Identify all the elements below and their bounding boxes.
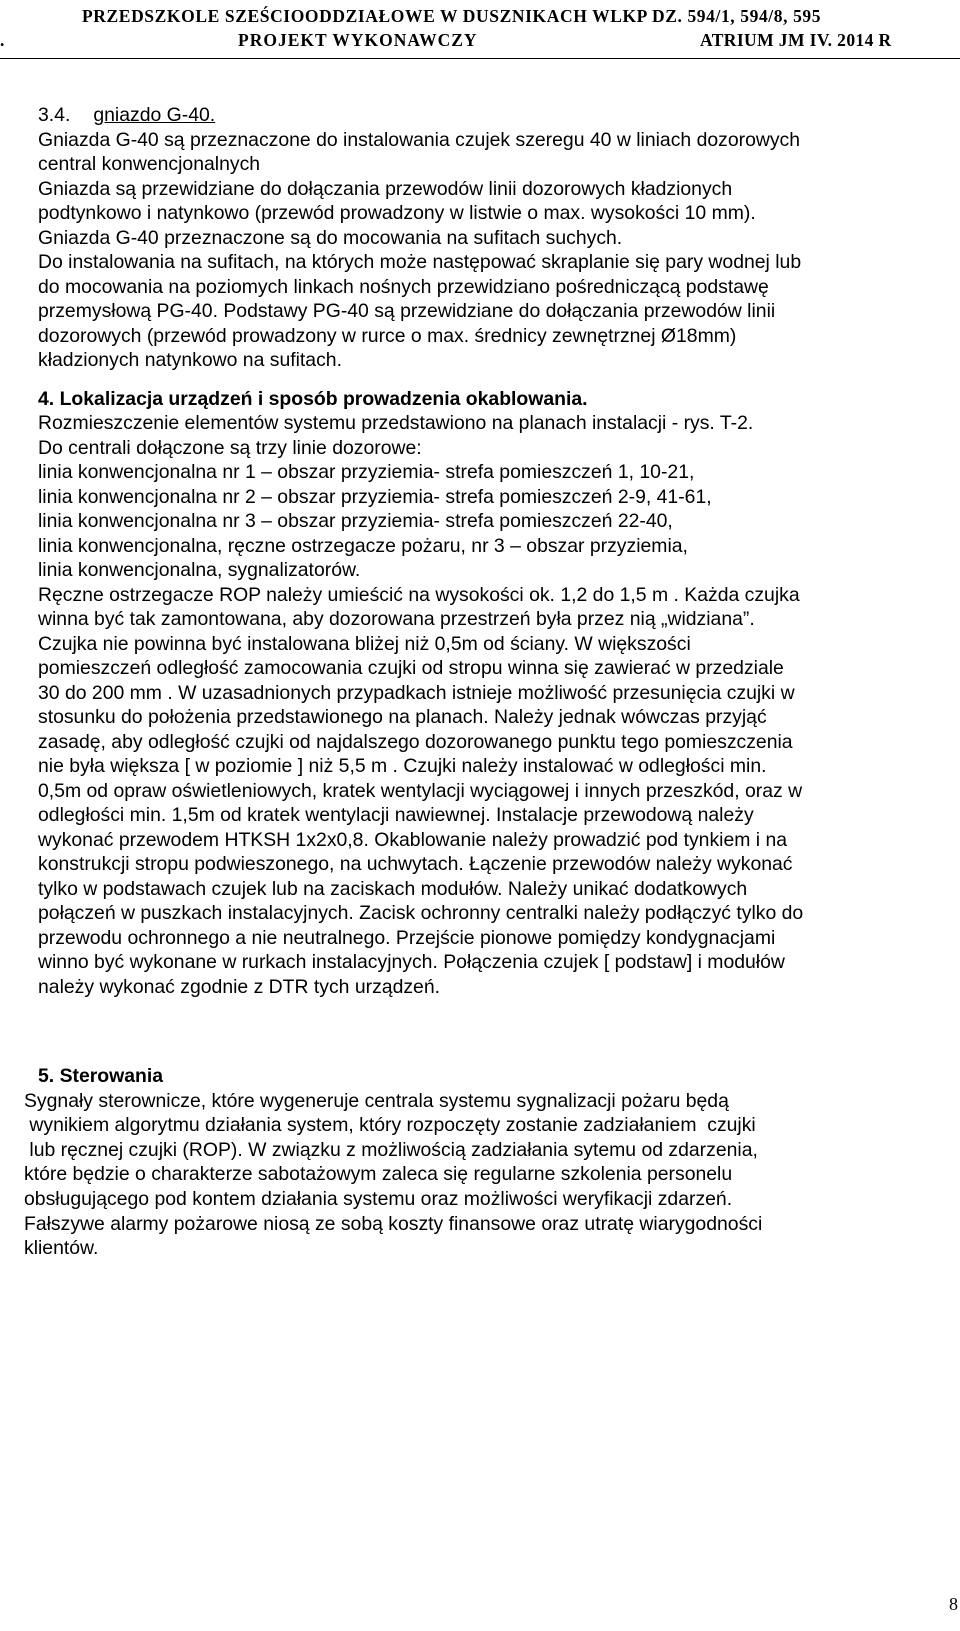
section-5-number: 5. (38, 1065, 55, 1087)
paragraph-line: central konwencjonalnych (38, 153, 261, 175)
paragraph-line: odległości min. 1,5m od kratek wentylacji nawiewnej. Instalacje przewodową należy (38, 804, 754, 826)
paragraph-line: przemysłową PG-40. Podstawy PG-40 są przewidziane do dołączania przewodów linii (38, 300, 776, 322)
list-item: linia konwencjonalna, ręczne ostrzegacze pożaru, nr 3 – obszar przyziemia, (38, 534, 688, 557)
paragraph-line: 30 do 200 mm . W uzasadnionych przypadkach istnieje możliwość przesunięcia czujki w (38, 681, 795, 704)
section-3-4-heading (38, 103, 938, 128)
paragraph-line: 0,5m od opraw oświetleniowych, kratek wentylacji wyciągowej i innych przeszkód, oraz w (38, 779, 803, 802)
document-body (38, 103, 938, 999)
list-item: linia konwencjonalna, sygnalizatorów. (38, 559, 361, 581)
section-5-heading (24, 1064, 944, 1089)
page-number: 8 (949, 1594, 958, 1614)
section-4-body (38, 411, 938, 999)
paragraph-line: Sygnały sterownicze, które wygeneruje centrala systemu sygnalizacji pożaru będą (24, 1089, 729, 1112)
paragraph-line: Rozmieszczenie elementów systemu przedstawiono na planach instalacji - rys. T-2. (38, 412, 754, 434)
page-header (0, 2, 960, 64)
paragraph-line: stosunku do położenia przedstawionego na planach. Należy jednak wówczas przyjąć (38, 706, 767, 728)
paragraph-line: winno być wykonane w rurkach instalacyjnych. Połączenia czujek [ podstaw] i modułów (38, 951, 785, 973)
paragraph-line: Gniazda G-40 są przeznaczone do instalowania czujek szeregu 40 w liniach dozorowych (38, 128, 801, 151)
paragraph-line: obsługującego pod kontem działania systemu oraz możliwości weryfikacji zdarzeń. (24, 1187, 733, 1210)
paragraph-line: przewodu ochronnego a nie neutralnego. Przejście pionowe pomiędzy kondygnacjami (38, 926, 776, 949)
paragraph-line: które będzie o charakterze sabotażowym zaleca się regularne szkolenia personelu (24, 1163, 733, 1186)
paragraph-line: Do instalowania na sufitach, na których może następować skraplanie się pary wodnej lub (38, 251, 802, 273)
paragraph-line: podtynkowo i natynkowo (przewód prowadzony w listwie o max. wysokości 10 mm). (38, 202, 756, 224)
section-5-title: Sterowania (59, 1065, 164, 1087)
paragraph-line: dozorowych (przewód prowadzony w rurce o max. średnicy zewnętrznej Ø18mm) (38, 324, 737, 347)
list-item: linia konwencjonalna nr 1 – obszar przyziemia- strefa pomieszczeń 1, 10-21, (38, 461, 695, 483)
paragraph-line: połączeń w puszkach instalacyjnych. Zacisk ochronny centralki należy podłączyć tylko do (38, 902, 804, 924)
section-3-4-body (38, 128, 938, 373)
section-4-heading (38, 387, 938, 412)
header-author-date: ATRIUM JM IV. 2014 R (700, 30, 892, 50)
paragraph-line: wynikiem algorytmu działania system, który rozpoczęty zostanie zadziałaniem czujki (24, 1114, 756, 1137)
paragraph-line: kładzionych natynkowo na sufitach. (38, 349, 342, 371)
header-rule (0, 58, 960, 59)
paragraph-line: należy wykonać zgodnie z DTR tych urządzeń. (38, 975, 441, 998)
paragraph-line: do mocowania na poziomych linkach nośnych przewidziano pośredniczącą podstawę (38, 275, 769, 298)
section-3-4-title: gniazdo G-40. (93, 104, 216, 126)
paragraph-line: konstrukcji stropu podwieszonego, na uchwytach. Łączenie przewodów należy wykonać (38, 853, 793, 875)
paragraph-line: nie była większa [ w poziomie ] niż 5,5 m . Czujki należy instalować w odległości min. (38, 755, 767, 777)
section-4-number: 4. (38, 387, 55, 410)
list-item: linia konwencjonalna nr 3 – obszar przyziemia- strefa pomieszczeń 22-40, (38, 510, 673, 532)
paragraph-line: Czujka nie powinna być instalowana bliżej niż 0,5m od ściany. W większości (38, 632, 691, 655)
section-5 (24, 1064, 944, 1261)
paragraph-line: Do centrali dołączone są trzy linie dozorowe: (38, 436, 422, 459)
paragraph-line: lub ręcznej czujki (ROP). W związku z możliwością zadziałania sytemu od zdarzenia, (24, 1138, 758, 1161)
list-item: linia konwencjonalna nr 2 – obszar przyziemia- strefa pomieszczeń 2-9, 41-61, (38, 485, 712, 508)
paragraph-line: Gniazda są przewidziane do dołączania przewodów linii dozorowych kładzionych (38, 177, 733, 200)
paragraph-line: pomieszczeń odległość zamocowania czujki od stropu winna się zawierać w przedziale (38, 657, 784, 679)
paragraph-line: tylko w podstawach czujek lub na zaciskach modułów. Należy unikać dodatkowych (38, 877, 748, 900)
paragraph-line: wykonać przewodem HTKSH 1x2x0,8. Okablowanie należy prowadzić pod tynkiem i na (38, 828, 788, 851)
paragraph-line: Ręczne ostrzegacze ROP należy umieścić na wysokości ok. 1,2 do 1,5 m . Każda czujka (38, 583, 800, 606)
section-4-title: Lokalizacja urządzeń i sposób prowadzenia okablowania. (59, 387, 588, 410)
paragraph-line: Fałszywe alarmy pożarowe niosą ze sobą koszty finansowe oraz utratę wiarygodności (24, 1212, 763, 1235)
paragraph-line: klientów. (24, 1237, 99, 1260)
paragraph-line: Gniazda G-40 przeznaczone są do mocowania na sufitach suchych. (38, 226, 623, 249)
paragraph-line: zasadę, aby odległość czujki od najdalszego dozorowanego punktu tego pomieszczenia (38, 730, 793, 753)
section-3-4-number: 3.4. (38, 104, 71, 126)
header-project-type: PROJEKT WYKONAWCZY (238, 30, 478, 50)
header-title: PRZEDSZKOLE SZEŚCIOODDZIAŁOWE W DUSZNIKACH WLKP DZ. 594/1, 594/8, 595 (82, 6, 822, 26)
header-dot: . (0, 30, 5, 50)
paragraph-line: winna być tak zamontowana, aby dozorowana przestrzeń była przez nią „widziana”. (38, 608, 755, 630)
